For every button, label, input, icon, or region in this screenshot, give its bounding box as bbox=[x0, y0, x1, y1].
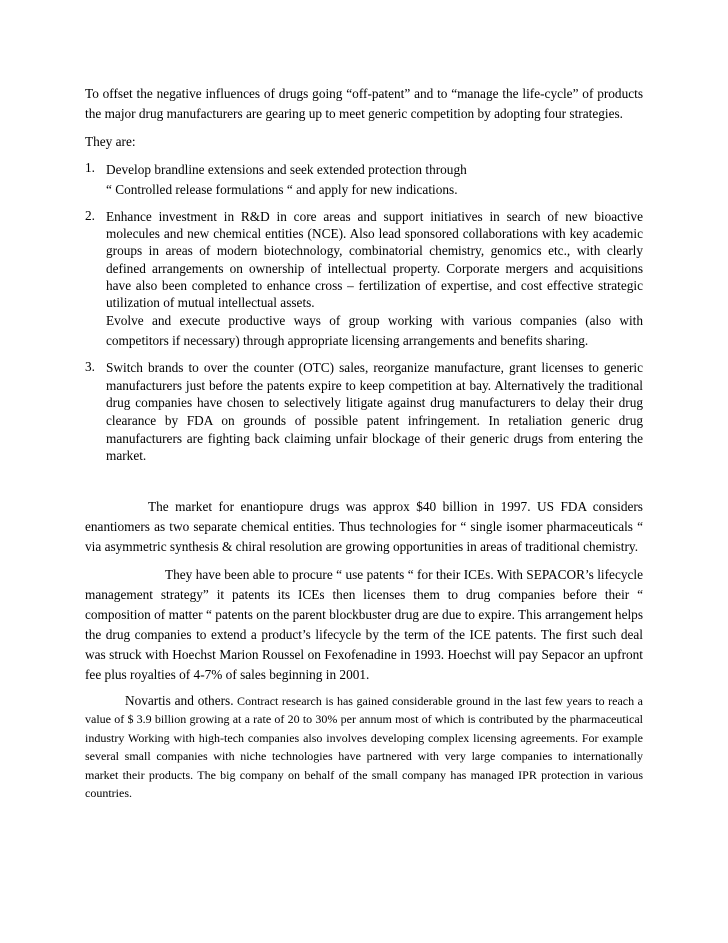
strategy-1-line-1: Develop brandline extensions and seek extended protection through bbox=[106, 162, 467, 177]
novartis-lead: Novartis and others. bbox=[125, 692, 234, 708]
strategy-item-1 bbox=[85, 160, 643, 200]
document-page bbox=[85, 84, 643, 803]
strategy-2-paragraph-1: Enhance investment in R&D in core areas and support initiatives in search of new bioactive molecules and new chemical entities (NCE). Also lead sponsored collaborations with key academic groups in areas of modern biotechnology, combinatorial chemistry, genomics etc., with clearly defined arrangements on ownership of intellectual property. Corporate mergers and acquisitions have also been completed to enhance cross – fertilization of expertise, and cost effective strategic utilization of mutual intellectual assets. bbox=[106, 209, 643, 311]
novartis-paragraph-block bbox=[85, 692, 643, 803]
list-number: 2. bbox=[85, 208, 95, 223]
market-paragraph: The market for enantiopure drugs was approx $40 billion in 1997. US FDA considers enantiomers as two separate chemical entities. Thus technologies for “ single isomer pharmaceuticals “ via asymmetric synthesis & chiral resolution are growing opportunities in areas of traditional chemistry. bbox=[85, 498, 643, 554]
strategy-3-paragraph: Switch brands to over the counter (OTC) sales, reorganize manufacture, grant licenses to generic manufacturers just before the patents expire to keep competition at bay. Alternatively the traditional drug companies have chosen to selectively litigate against drug manufacturers to delay their drug clearance by FDA on grounds of possible patent infringement. In retaliation generic drug manufacturers are fighting back claiming unfair blockage of their generic drugs from entering the market. bbox=[106, 360, 643, 464]
strategy-2-paragraph-2: Evolve and execute productive ways of group working with various companies (also with competitors if necessary) through appropriate licensing arrangements and benefits sharing. bbox=[106, 313, 643, 349]
they-are-line: They are: bbox=[85, 134, 136, 149]
list-number: 3. bbox=[85, 359, 95, 375]
novartis-rest: Contract research is has gained considerable ground in the last few years to reach a value of $ 3.9 billion growing at a rate of 20 to 30% per annum most of which is contributed by the pharmaceutical industry Working with high-tech companies also involves developing complex licensing agreements. For example several small companies with niche technologies have partnered with very large companies to internationally market their products. The big company on behalf of the small company has managed IPR protection in various countries. bbox=[85, 693, 643, 801]
novartis-paragraph bbox=[85, 692, 643, 803]
intro-paragraph: To offset the negative influences of drugs going “off-patent” and to “manage the life-cycle” of products the major drug manufacturers are gearing up to meet generic competition by adopting four strategies. bbox=[85, 86, 643, 121]
strategy-item-2 bbox=[85, 208, 643, 351]
list-number: 1. bbox=[85, 160, 95, 175]
strategy-1-line-2: “ Controlled release formulations “ and apply for new indications. bbox=[106, 182, 458, 197]
procure-paragraph: They have been able to procure “ use patents “ for their ICEs. With SEPACOR’s lifecycle management strategy” it patents its ICEs then licenses them to drug companies before their “ composition of matter “ patents on the parent blockbuster drug are due to expire. This arrangement helps the drug companies to extend a product’s lifecycle by the term of the ICE patents. The first such deal was struck with Hoechst Marion Roussel on Fexofenadine in 1993. Hoechst will pay Sepacor an upfront fee plus royalties of 4-7% of sales beginning in 2001. bbox=[85, 566, 643, 682]
strategy-item-3 bbox=[85, 359, 643, 465]
